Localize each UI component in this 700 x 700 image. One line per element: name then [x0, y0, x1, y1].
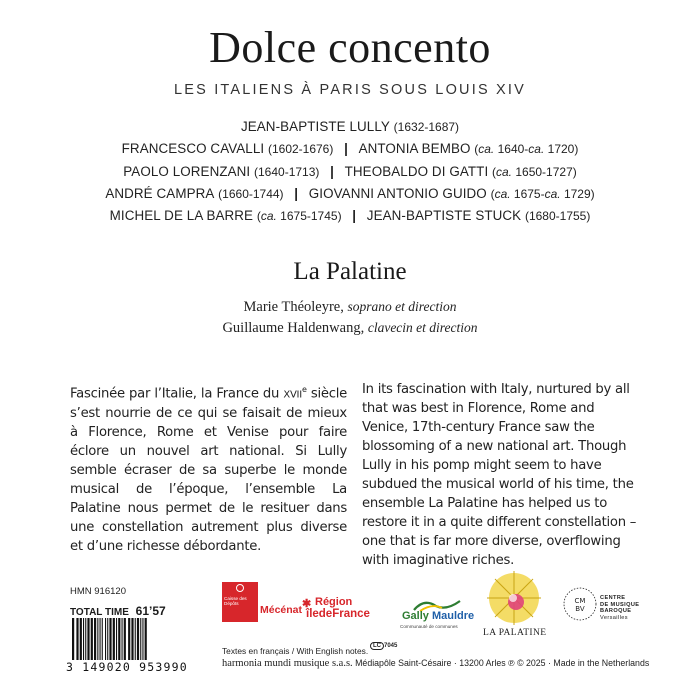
gally-mauldre-logo: Gally Mauldre Communauté de communes [398, 598, 478, 634]
catalog-number: HMN 916120 [70, 586, 126, 597]
performer: Guillaume Haldenwang, clavecin et direction [222, 320, 478, 336]
la-palatine-wordmark: LA PALATINE [483, 628, 547, 638]
composer-dates: (1660-1744) [218, 186, 284, 201]
total-time [70, 604, 166, 618]
separator: | [294, 185, 299, 201]
region-ile-de-france-logo: ✱ Région îledeFrance [302, 596, 370, 620]
composer-name: ANTONIA BEMBO [358, 141, 471, 157]
composer-dates: (1632-1687) [393, 120, 460, 134]
description-english: In its fascination with Italy, nurtured by all that was best in Florence, Rome and Venice, 17th-century France saw the blossoming of a new national art. Though Lully in his pomp might seem to have subdued the musical world of his time, the ensemble La Palatine has helped us to restore it in a quite different constellation – one that is far more diverse, overflowing with imaginative riches. [362, 382, 637, 568]
separator: | [344, 141, 348, 157]
composer-row [0, 119, 700, 141]
composer-dates: (ca. 1650-1727) [492, 164, 577, 179]
album-title: Dolce concento [209, 23, 491, 72]
barcode-number: 3 149020 953990 [66, 660, 188, 674]
composer-list [0, 119, 700, 230]
cmbv-logo [562, 586, 598, 622]
svg-text:BV: BV [575, 605, 585, 613]
label-code: LC 7045 [370, 642, 397, 650]
performer-role: clavecin et direction [367, 320, 478, 335]
barcode [70, 618, 206, 660]
ensemble-name: La Palatine [293, 258, 407, 285]
notes-language: Textes en français / With English notes. [222, 646, 369, 656]
composer-row [0, 141, 700, 163]
caisse-des-depots-logo: Caisse des Dépôts [222, 582, 258, 622]
performer-name: Guillaume Haldenwang [222, 320, 361, 336]
performer-role: soprano et direction [347, 299, 457, 314]
cmbv-wordmark: CENTRE DE MUSIQUE BAROQUE Versailles [600, 595, 640, 621]
la-palatine-logo [486, 570, 542, 626]
total-time-label: TOTAL TIME [70, 607, 129, 618]
composer-dates: (1640-1713) [254, 164, 320, 179]
performer-name: Marie Théoleyre [243, 299, 341, 315]
publisher-line: harmonia mundi musique s.a.s. Médiapôle Saint-Césaire · 13200 Arles ℗ © 2025 · Made in the Netherlands [222, 658, 650, 669]
composer-row [0, 186, 700, 208]
composer-name: PAOLO LORENZANI [123, 163, 251, 179]
composer-dates: (ca. 1675-ca. 1729) [490, 186, 595, 201]
composer-dates: (1602-1676) [267, 142, 334, 157]
composer-dates: (1680-1755) [524, 209, 591, 224]
composer-dates: (ca. 1640-ca. 1720) [474, 142, 579, 157]
mecenat-label: Mécénat [260, 604, 303, 616]
svg-text:CM: CM [574, 597, 586, 605]
separator: | [330, 163, 334, 179]
composer-name: JEAN-BAPTISTE STUCK [366, 208, 522, 224]
composer-name: THEOBALDO DI GATTI [344, 163, 489, 179]
separator: | [352, 208, 357, 224]
composer-row [0, 208, 700, 230]
composer-name: GIOVANNI ANTONIO GUIDO [308, 185, 487, 201]
composer-name: FRANCESCO CAVALLI [121, 141, 265, 157]
album-subtitle: LES ITALIENS À PARIS SOUS LOUIS XIV [173, 82, 527, 98]
composer-dates: (ca. 1675-1745) [256, 209, 342, 224]
composer-row [0, 164, 700, 186]
performer: Marie Théoleyre, soprano et direction [243, 299, 457, 315]
performer-list [0, 299, 700, 341]
description-french: Fascinée par l’Italie, la France du XVIIe siècle s’est nourrie de ce qui se faisait de mieux à Florence, Rome et Venise pour faire éclore un nouvel art national. Si Lully semble écraser de sa superbe le monde musical de l’époque, l’ensemble La Palatine nous permet de le resituer dans une constellation autrement plus diverse et d’une richesse débordante. [70, 385, 347, 555]
composer-name: MICHEL DE LA BARRE [109, 208, 254, 224]
total-time-value: 61’57 [135, 604, 166, 618]
composer-name: ANDRÉ CAMPRA [105, 185, 215, 201]
composer-name: JEAN-BAPTISTE LULLY [240, 119, 390, 134]
